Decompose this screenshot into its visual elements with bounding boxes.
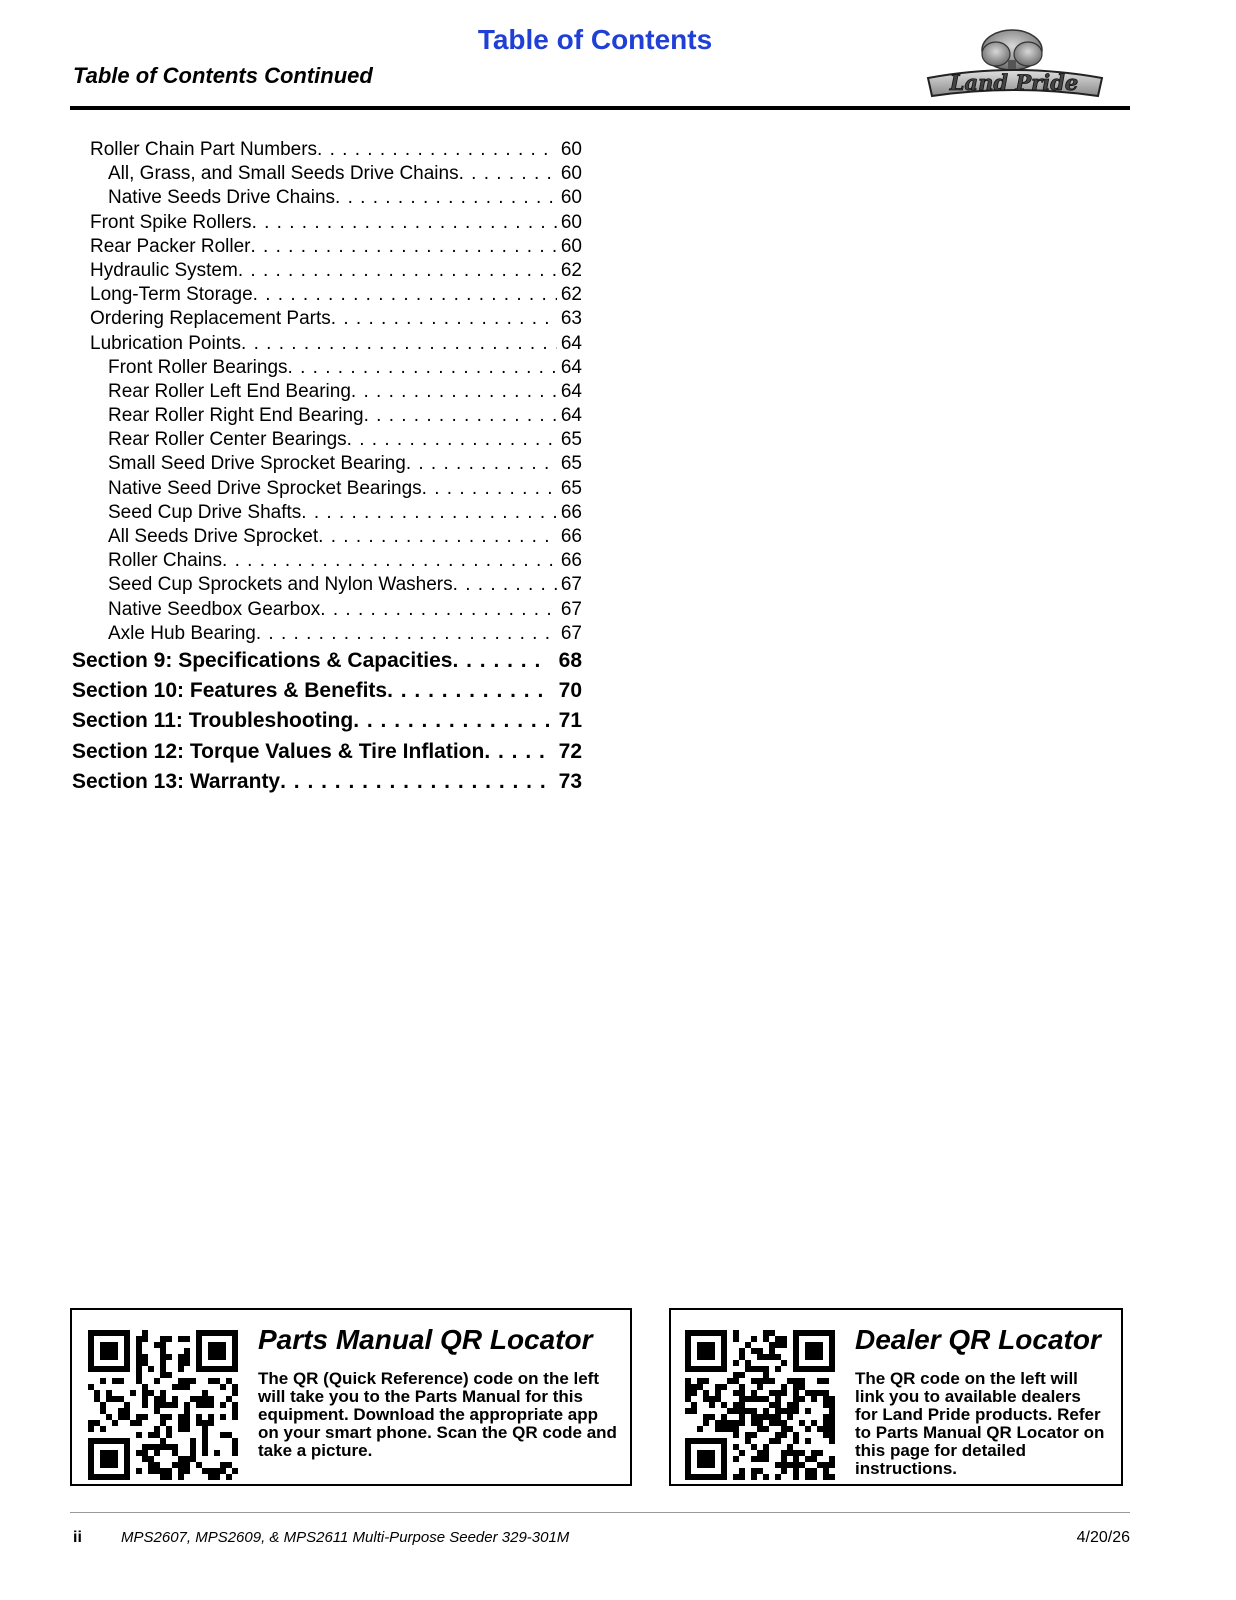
toc-entry[interactable] [72, 211, 582, 235]
toc-leader-dots [301, 501, 557, 525]
toc-leader-dots [452, 646, 548, 676]
toc-entry[interactable] [72, 332, 582, 356]
toc-entry[interactable] [72, 573, 582, 597]
toc-entry[interactable] [72, 549, 582, 573]
dealer-qr-code[interactable] [685, 1330, 835, 1480]
toc-entry[interactable] [72, 283, 582, 307]
toc-leader-dots [335, 186, 557, 210]
parts-manual-qr-code[interactable] [88, 1330, 238, 1480]
header-divider [70, 106, 1130, 110]
toc-entry-page: 66 [560, 501, 582, 523]
toc-entry-title: Hydraulic System [90, 259, 238, 281]
toc-entry-title: Roller Chains [108, 550, 223, 572]
toc-entry[interactable] [72, 477, 582, 501]
toc-entry[interactable] [72, 380, 582, 404]
toc-section-entry[interactable] [72, 706, 582, 736]
toc-entry[interactable] [72, 186, 582, 210]
toc-entry-page: 68 [558, 648, 582, 672]
toc-leader-dots [320, 598, 557, 622]
toc-entry-page: 64 [560, 332, 582, 354]
toc-entry-title: Section 12: Torque Values & Tire Inflation [72, 739, 485, 763]
toc-entry-title: Rear Roller Right End Bearing [108, 405, 364, 427]
toc-entry-title: Native Seedbox Gearbox [108, 598, 321, 620]
toc-entry-page: 60 [560, 211, 582, 233]
toc-leader-dots [288, 356, 557, 380]
toc-entry-title: Native Seed Drive Sprocket Bearings [108, 477, 422, 499]
toc-section-entry[interactable] [72, 646, 582, 676]
toc-entry-page: 64 [560, 356, 582, 378]
toc-section-entry[interactable] [72, 737, 582, 767]
toc-leader-dots [238, 259, 557, 283]
toc-entry[interactable] [72, 307, 582, 331]
toc-entry-title: Small Seed Drive Sprocket Bearing [108, 453, 406, 475]
page-title-text: Table of Contents [477, 24, 713, 55]
land-pride-logo [920, 26, 1108, 106]
toc-entry[interactable] [72, 138, 582, 162]
toc-entry-title: All Seeds Drive Sprocket [108, 526, 319, 547]
toc-entry[interactable] [72, 404, 582, 428]
toc-leader-dots [347, 428, 557, 452]
toc-leader-dots [252, 211, 557, 235]
toc-leader-dots [484, 737, 548, 767]
toc-leader-dots [280, 767, 549, 797]
toc-entry-page: 64 [560, 405, 582, 427]
toc-entry-page: 60 [560, 235, 582, 257]
toc-entry-page: 63 [560, 308, 582, 330]
dealer-qr-description: The QR code on the left will link you to available dealers for Land Pride products. Refer to Parts Manual QR Locator on this page for detailed instructions. [855, 1369, 1105, 1478]
dealer-qr-title: Dealer QR Locator [855, 1324, 1101, 1355]
toc-leader-dots [351, 380, 557, 404]
parts-manual-qr-title: Parts Manual QR Locator [258, 1324, 593, 1355]
toc-entry[interactable] [72, 622, 582, 646]
toc-leader-dots [222, 549, 557, 573]
toc-leader-dots [253, 283, 557, 307]
toc-leader-dots [251, 235, 557, 259]
toc-leader-dots [422, 477, 557, 501]
footer-document-title: MPS2607, MPS2609, & MPS2611 Multi-Purpose Seeder 329-301M [121, 1529, 570, 1546]
toc-leader-dots [318, 525, 557, 549]
footer-divider [70, 1512, 1130, 1513]
toc-entry-title: Seed Cup Sprockets and Nylon Washers [108, 574, 453, 596]
toc-leader-dots [459, 162, 557, 186]
toc-entry-title: Section 10: Features & Benefits [72, 679, 388, 703]
toc-entry-page: 64 [560, 380, 582, 402]
parts-manual-qr-description: The QR (Quick Reference) code on the left will take you to the Parts Manual for this equipment. Download the appropriate app on your smart phone. Scan the QR code and take a picture. [258, 1369, 617, 1460]
dealer-qr-panel [669, 1308, 1123, 1486]
toc-entry-page: 70 [558, 679, 582, 703]
parts-manual-qr-panel [70, 1308, 632, 1486]
footer-page-number: ii [73, 1529, 82, 1546]
toc-entry-page: 73 [558, 769, 582, 793]
toc-entry-title: Seed Cup Drive Shafts [108, 501, 302, 523]
toc-entry-page: 67 [560, 622, 582, 644]
toc-entry-title: Ordering Replacement Parts [90, 308, 331, 330]
toc-leader-dots [353, 706, 548, 736]
toc-entry[interactable] [72, 452, 582, 476]
toc-leader-dots [364, 404, 557, 428]
toc-entry-page: 60 [560, 139, 582, 160]
toc-entry-title: All, Grass, and Small Seeds Drive Chains [108, 163, 459, 185]
toc-entry[interactable] [72, 501, 582, 525]
toc-entry[interactable] [72, 598, 582, 622]
toc-list [72, 138, 582, 797]
toc-entry-page: 62 [560, 284, 582, 306]
toc-entry-page: 67 [560, 574, 582, 596]
toc-leader-dots [406, 452, 557, 476]
toc-entry-page: 66 [560, 550, 582, 572]
toc-entry-title: Rear Roller Center Bearings [108, 429, 347, 451]
toc-entry-title: Native Seeds Drive Chains [108, 187, 336, 209]
toc-entry-title: Front Roller Bearings [108, 356, 288, 378]
toc-entry-page: 65 [560, 429, 582, 451]
footer-date: 4/20/26 [1076, 1529, 1130, 1546]
toc-entry[interactable] [72, 428, 582, 452]
toc-entry[interactable] [72, 235, 582, 259]
toc-entry-page: 62 [560, 259, 582, 281]
toc-leader-dots [241, 332, 557, 356]
toc-entry[interactable] [72, 162, 582, 186]
toc-entry-page: 60 [560, 187, 582, 209]
toc-entry-page: 66 [560, 526, 582, 547]
toc-entry-page: 60 [560, 163, 582, 185]
page-subtitle: Table of Contents Continued [73, 63, 373, 88]
toc-entry-page: 65 [560, 477, 582, 499]
toc-leader-dots [256, 622, 557, 646]
toc-entry-title: Section 13: Warranty [72, 769, 281, 793]
toc-entry-title: Long-Term Storage [90, 284, 253, 306]
toc-entry-title: Roller Chain Part Numbers [90, 139, 318, 160]
toc-leader-dots [331, 307, 557, 331]
logo-wordmark: Land Pride [949, 70, 1079, 95]
toc-entry-title: Axle Hub Bearing [108, 622, 256, 644]
toc-leader-dots [453, 573, 557, 597]
toc-entry-title: Lubrication Points [90, 332, 242, 354]
toc-entry-page: 67 [560, 598, 582, 620]
toc-entry-title: Front Spike Rollers [90, 211, 252, 233]
toc-entry-title: Section 9: Specifications & Capacities [72, 648, 453, 672]
toc-entry[interactable] [72, 259, 582, 283]
toc-entry[interactable] [72, 356, 582, 380]
toc-leader-dots [387, 676, 549, 706]
toc-section-entry[interactable] [72, 767, 582, 797]
toc-entry-title: Rear Roller Left End Bearing [108, 380, 351, 402]
toc-entry[interactable] [72, 525, 582, 549]
toc-entry-title: Rear Packer Roller [90, 235, 251, 257]
toc-leader-dots [317, 138, 557, 162]
toc-entry-page: 65 [560, 453, 582, 475]
toc-entry-page: 72 [558, 739, 582, 763]
toc-entry-page: 71 [558, 709, 582, 733]
toc-entry-title: Section 11: Troubleshooting [72, 709, 354, 733]
toc-section-entry[interactable] [72, 676, 582, 706]
